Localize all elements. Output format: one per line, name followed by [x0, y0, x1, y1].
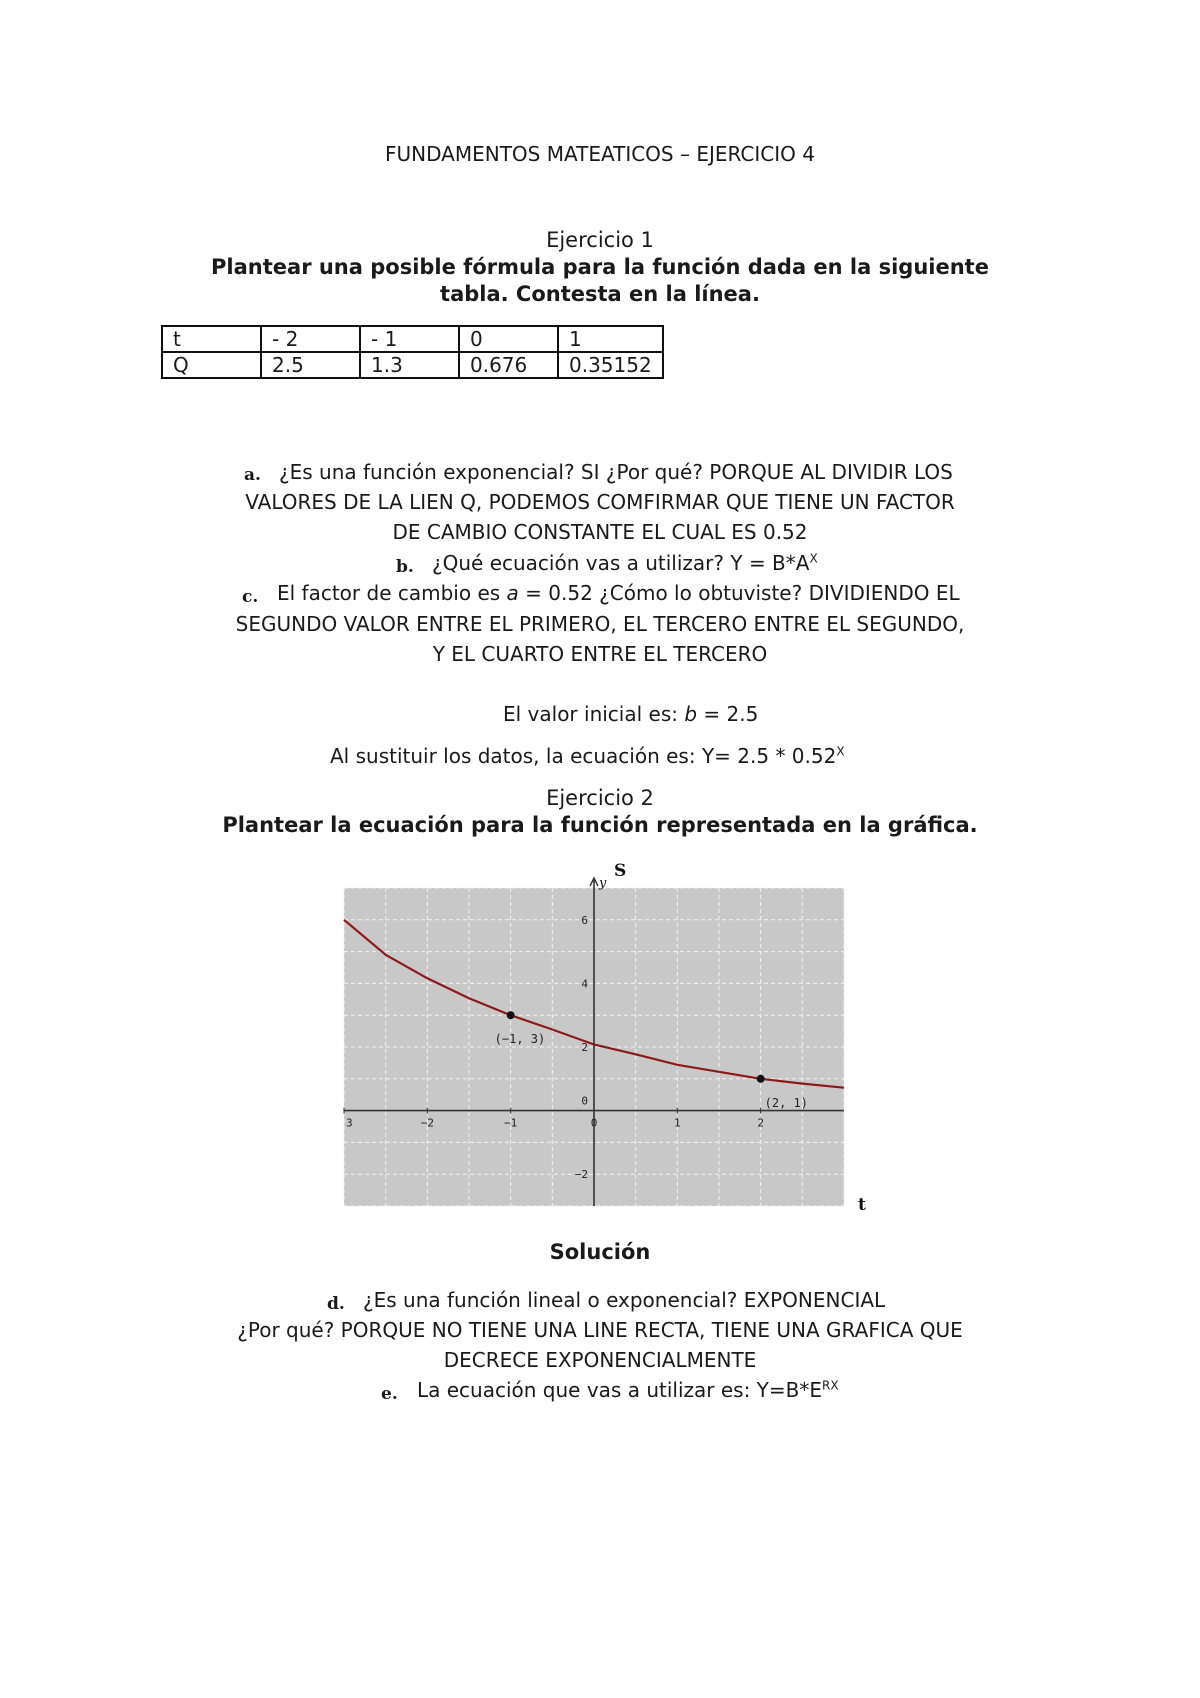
- table-cell: 1: [558, 326, 663, 352]
- y-tick-label: 2: [581, 1041, 588, 1054]
- question-d-line3: DECRECE EXPONENCIALMENTE: [443, 1348, 757, 1372]
- substitution-text: Al sustituir los datos, la ecuación es: Y= 2.5 * 0.52: [330, 744, 837, 768]
- variable-b: b: [684, 702, 698, 726]
- table-row: [162, 326, 663, 352]
- question-c-body-after: = 0.52 ¿Cómo lo obtuviste? DIVIDIENDO EL: [518, 581, 960, 605]
- question-b-label: b.: [396, 557, 414, 577]
- question-a-line3: DE CAMBIO CONSTANTE EL CUAL ES 0.52: [392, 520, 808, 544]
- solution-heading: Solución: [549, 1240, 651, 1264]
- question-d-label: d.: [327, 1294, 345, 1314]
- variable-a: a: [506, 581, 519, 605]
- question-c-body: El factor de cambio es: [277, 581, 507, 605]
- y-tick-label: 4: [581, 977, 588, 991]
- exponential-graph: [330, 860, 870, 1215]
- exponent: RX: [822, 1378, 839, 1393]
- table-row: [162, 352, 663, 378]
- y-tick-label: −2: [574, 1168, 588, 1182]
- table-cell: 0.35152: [558, 352, 663, 378]
- question-b-text: [432, 551, 818, 575]
- exercise-1-heading: Ejercicio 1: [546, 228, 654, 252]
- y-tick-label: 0: [581, 1094, 588, 1108]
- data-table: [161, 325, 664, 379]
- data-point-label: (−1, 3): [494, 1032, 546, 1047]
- x-tick-label: 0: [590, 1116, 598, 1130]
- table-cell: - 2: [261, 326, 360, 352]
- document-title: FUNDAMENTOS MATEATICOS – EJERCICIO 4: [385, 142, 815, 166]
- table-cell: Q: [162, 352, 261, 378]
- x-tick-label: 3: [346, 1116, 353, 1130]
- x-tick-label: −1: [504, 1116, 518, 1130]
- table-cell: - 1: [360, 326, 459, 352]
- table-cell: 0: [459, 326, 558, 352]
- y-axis-letter: y: [599, 876, 607, 891]
- y-tick-label: 6: [581, 913, 588, 927]
- table-cell: 2.5: [261, 352, 360, 378]
- initial-value: [503, 702, 758, 726]
- question-a-label: a.: [244, 465, 261, 485]
- question-c-line2: SEGUNDO VALOR ENTRE EL PRIMERO, EL TERCERO ENTRE EL SEGUNDO,: [235, 612, 965, 636]
- initial-value-number: = 2.5: [697, 702, 759, 726]
- question-d-text: ¿Es una función lineal o exponencial? EXPONENCIAL: [363, 1288, 886, 1312]
- question-c-line3: Y EL CUARTO ENTRE EL TERCERO: [432, 642, 768, 666]
- data-point-label: (2, 1): [764, 1095, 809, 1110]
- exercise-1-prompt-line2: tabla. Contesta en la línea.: [440, 282, 760, 306]
- exercise-2-heading: Ejercicio 2: [546, 786, 654, 810]
- x-tick-label: 1: [674, 1116, 681, 1130]
- initial-value-label: El valor inicial es:: [503, 702, 685, 726]
- exercise-1-prompt-line1: Plantear una posible fórmula para la función dada en la siguiente: [211, 255, 989, 279]
- data-point: [757, 1075, 765, 1083]
- table-cell: 1.3: [360, 352, 459, 378]
- data-point: [507, 1011, 515, 1019]
- question-c-label: c.: [242, 587, 259, 607]
- question-e-body: La ecuación que vas a utilizar es: Y=B*E: [417, 1378, 822, 1402]
- x-tick-label: 2: [757, 1116, 764, 1130]
- question-c-text: [277, 581, 960, 605]
- question-b-body: ¿Qué ecuación vas a utilizar? Y = B*A: [432, 551, 810, 575]
- table-cell: t: [162, 326, 261, 352]
- table-cell: 0.676: [459, 352, 558, 378]
- substitution-equation: [330, 744, 845, 768]
- x-tick-label: −2: [420, 1116, 434, 1130]
- exercise-2-prompt: Plantear la ecuación para la función representada en la gráfica.: [222, 813, 978, 837]
- question-a-line2: VALORES DE LA LIEN Q, PODEMOS COMFIRMAR QUE TIENE UN FACTOR: [245, 490, 955, 514]
- y-axis-label: S: [614, 861, 627, 881]
- question-e-label: e.: [381, 1384, 398, 1404]
- x-axis-label: t: [858, 1195, 866, 1215]
- question-a-text: ¿Es una función exponencial? SI ¿Por qué? PORQUE AL DIVIDIR LOS: [279, 460, 953, 484]
- exponent: X: [809, 551, 818, 566]
- exponent: X: [836, 744, 845, 759]
- question-d-line2: ¿Por qué? PORQUE NO TIENE UNA LINE RECTA, TIENE UNA GRAFICA QUE: [237, 1318, 963, 1342]
- question-e-text: [417, 1378, 839, 1402]
